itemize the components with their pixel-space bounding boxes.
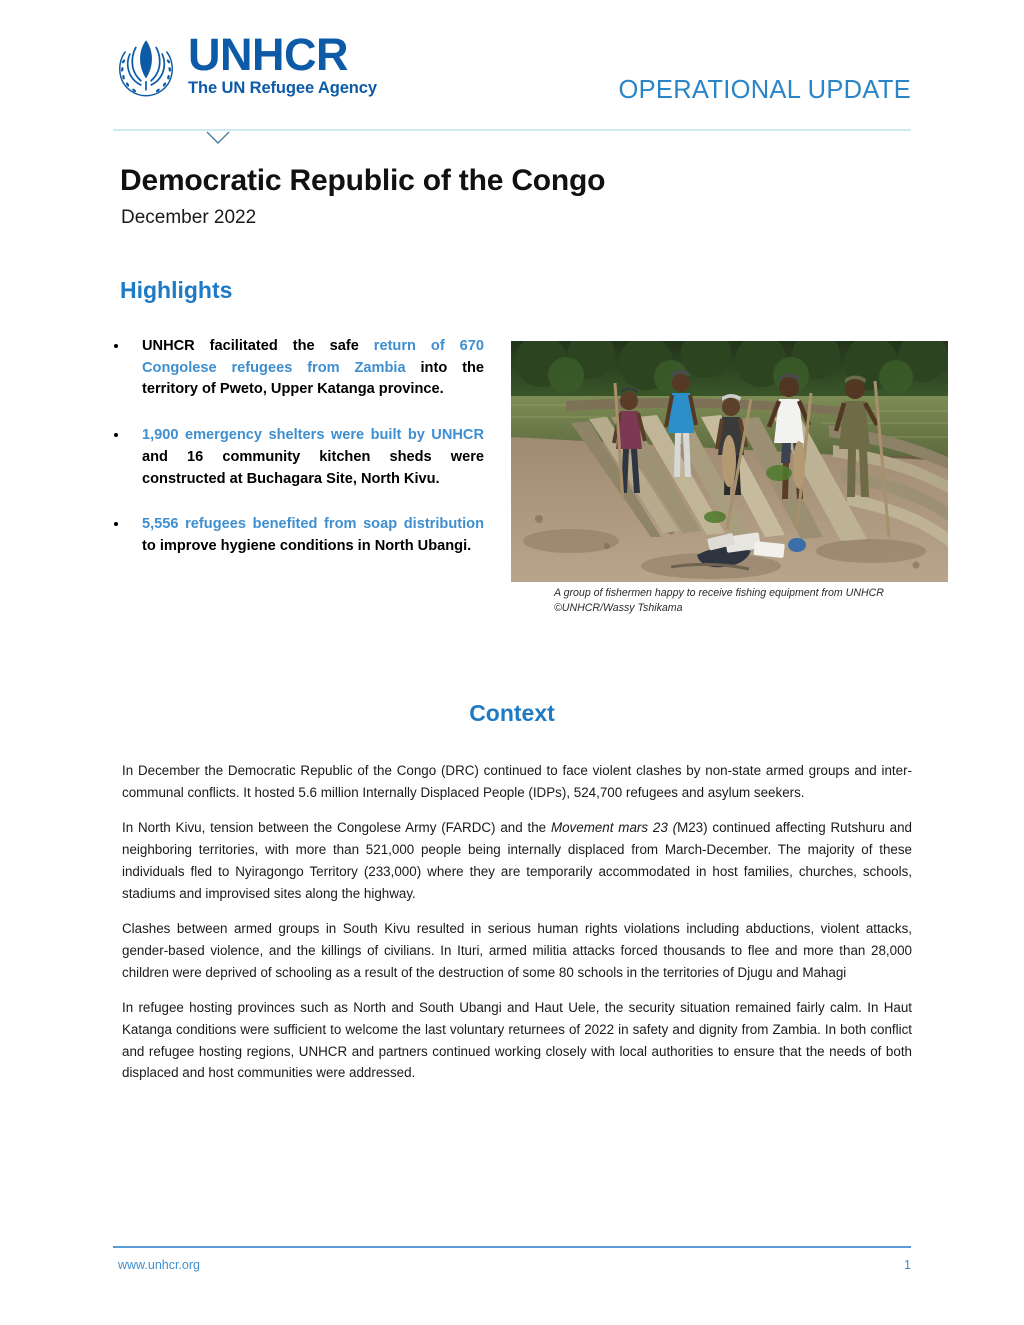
footer-website[interactable]: www.unhcr.org xyxy=(118,1258,200,1272)
footer-page-number: 1 xyxy=(904,1258,911,1272)
paragraph: Clashes between armed groups in South Kivu resulted in serious human rights violations including abductions, violent attacks, gender-based violence, and the killings of civilians. In Ituri, armed militia attacks forced thousands to flee and more than 28,000 children were deprived of schooling as a result of the destruction of some 80 schools in the territories of Djugu and Mahagi xyxy=(122,921,912,980)
paragraph: In North Kivu, tension between the Congolese Army (FARDC) and the Movement mars 23 (M23) continued affecting Rutshuru and neighboring territories, with more than 521,000 people being internally displaced from March-December. The majority of these individuals fled to Nyiragongo Territory (233,000) where they are temporarily accommodated in host families, churches, schools, stadiums and improvised sites along the highway. xyxy=(122,820,912,901)
list-item: 5,556 refugees benefited from soap distribution to improve hygiene conditions in North Ubangi. xyxy=(104,514,484,557)
page-header xyxy=(0,0,1024,130)
unhcr-logo xyxy=(113,29,377,101)
unhcr-logo-text xyxy=(188,29,377,98)
context-body xyxy=(122,760,912,1084)
paragraph: In December the Democratic Republic of the Congo (DRC) continued to face violent clashes by non-state armed groups and inter-communal conflicts. It hosted 5.6 million Internally Displaced People (IDPs), 524,700 refugees and asylum seekers. xyxy=(122,763,912,800)
photo-image xyxy=(511,341,948,582)
chevron-down-icon xyxy=(205,130,231,146)
photo-caption: A group of fishermen happy to receive fishing equipment from UNHCR ©UNHCR/Wassy Tshikama xyxy=(554,587,884,615)
list-item: UNHCR facilitated the safe return of 670 Congolese refugees from Zambia into the territory of Pweto, Upper Katanga province. xyxy=(104,336,484,401)
highlight-photo xyxy=(511,341,948,582)
list-item: 1,900 emergency shelters were built by UNHCR and 16 community kitchen sheds were constructed at Buchagara Site, North Kivu. xyxy=(104,425,484,490)
unhcr-logo-wordmark: UNHCR xyxy=(188,29,348,80)
unhcr-emblem-icon xyxy=(113,35,179,101)
paragraph: In refugee hosting provinces such as North and South Ubangi and Haut Uele, the security situation remained fairly calm. In Haut Katanga conditions were sufficient to welcome the last voluntary returnees of 2022 in safety and dignity from Zambia. In both conflict and refugee hosting regions, UNHCR and partners continued working closely with local authorities to ensure that the needs of both displaced and host communities were addressed. xyxy=(122,1000,912,1081)
unhcr-logo-tagline: The UN Refugee Agency xyxy=(188,79,377,98)
header-divider xyxy=(113,129,911,131)
page-date: December 2022 xyxy=(121,207,257,228)
document-type-label: OPERATIONAL UPDATE xyxy=(618,76,911,104)
highlights-list xyxy=(104,336,484,558)
context-heading: Context xyxy=(469,700,555,726)
page-title: Democratic Republic of the Congo xyxy=(120,164,606,197)
footer-divider xyxy=(113,1246,911,1248)
highlights-heading: Highlights xyxy=(120,277,233,303)
